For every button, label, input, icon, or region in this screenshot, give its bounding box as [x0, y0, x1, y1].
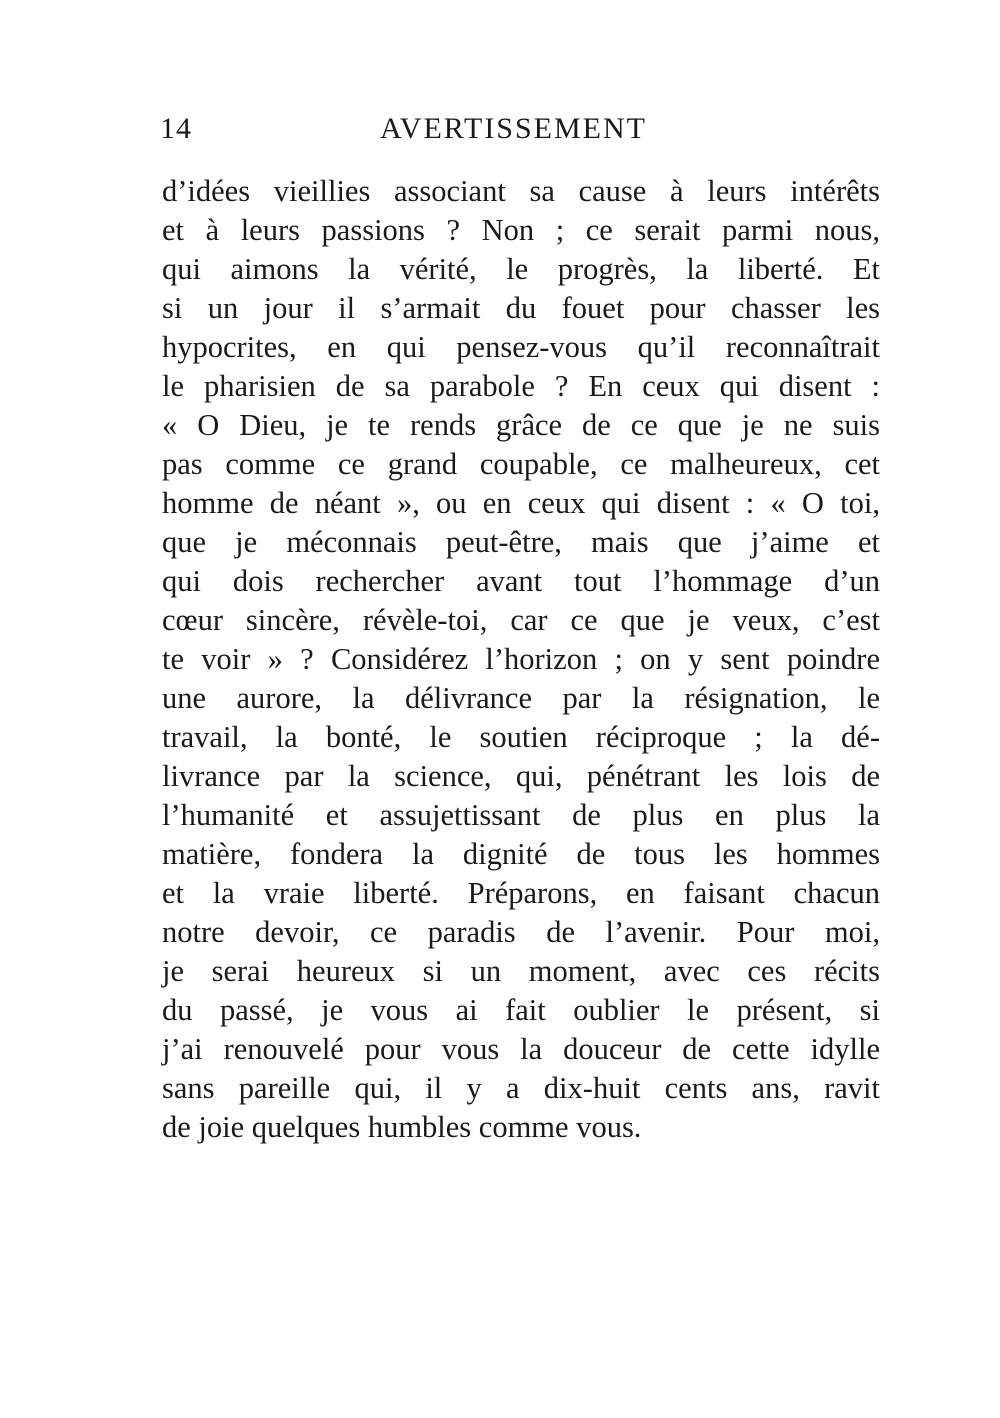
- text-line: sans pareille qui, il y a dix-huit cents ans, ravit: [162, 1071, 880, 1105]
- text-line: je serai heureux si un moment, avec ces récits: [162, 954, 880, 988]
- text-line: livrance par la science, qui, pénétrant les lois de: [162, 759, 880, 793]
- text-line: si un jour il s’armait du fouet pour chasser les: [162, 291, 880, 325]
- text-line: d’idées vieillies associant sa cause à leurs intérêts: [162, 174, 880, 208]
- text-line: notre devoir, ce paradis de l’avenir. Pour moi,: [162, 915, 880, 949]
- text-line: cœur sincère, révèle-toi, car ce que je veux, c’est: [162, 603, 880, 637]
- text-line: et à leurs passions ? Non ; ce serait parmi nous,: [162, 213, 880, 247]
- text-line: « O Dieu, je te rends grâce de ce que je ne suis: [162, 408, 880, 442]
- text-line: hypocrites, en qui pensez-vous qu’il reconnaîtrait: [162, 330, 880, 364]
- running-title: AVERTISSEMENT: [380, 112, 647, 145]
- text-line: matière, fondera la dignité de tous les hommes: [162, 837, 880, 871]
- text-line: qui dois rechercher avant tout l’hommage d’un: [162, 564, 880, 598]
- text-line: de joie quelques humbles comme vous.: [162, 1110, 642, 1144]
- text-line: pas comme ce grand coupable, ce malheureux, cet: [162, 447, 880, 481]
- text-line: l’humanité et assujettissant de plus en plus la: [162, 798, 880, 832]
- text-line: le pharisien de sa parabole ? En ceux qui disent :: [162, 369, 880, 403]
- text-line: et la vraie liberté. Préparons, en faisant chacun: [162, 876, 880, 910]
- text-line: qui aimons la vérité, le progrès, la liberté. Et: [162, 252, 880, 286]
- page-header: [160, 112, 880, 156]
- page-number: 14: [160, 112, 192, 145]
- text-line: travail, la bonté, le soutien réciproque ; la dé-: [162, 720, 880, 754]
- text-line: que je méconnais peut-être, mais que j’aime et: [162, 525, 880, 559]
- text-line: te voir » ? Considérez l’horizon ; on y sent poindre: [162, 642, 880, 676]
- text-line: j’ai renouvelé pour vous la douceur de cette idylle: [162, 1032, 880, 1066]
- text-line: homme de néant », ou en ceux qui disent : « O toi,: [162, 486, 880, 520]
- text-line: une aurore, la délivrance par la résignation, le: [162, 681, 880, 715]
- text-line: du passé, je vous ai fait oublier le présent, si: [162, 993, 880, 1027]
- body-text: [162, 172, 880, 1147]
